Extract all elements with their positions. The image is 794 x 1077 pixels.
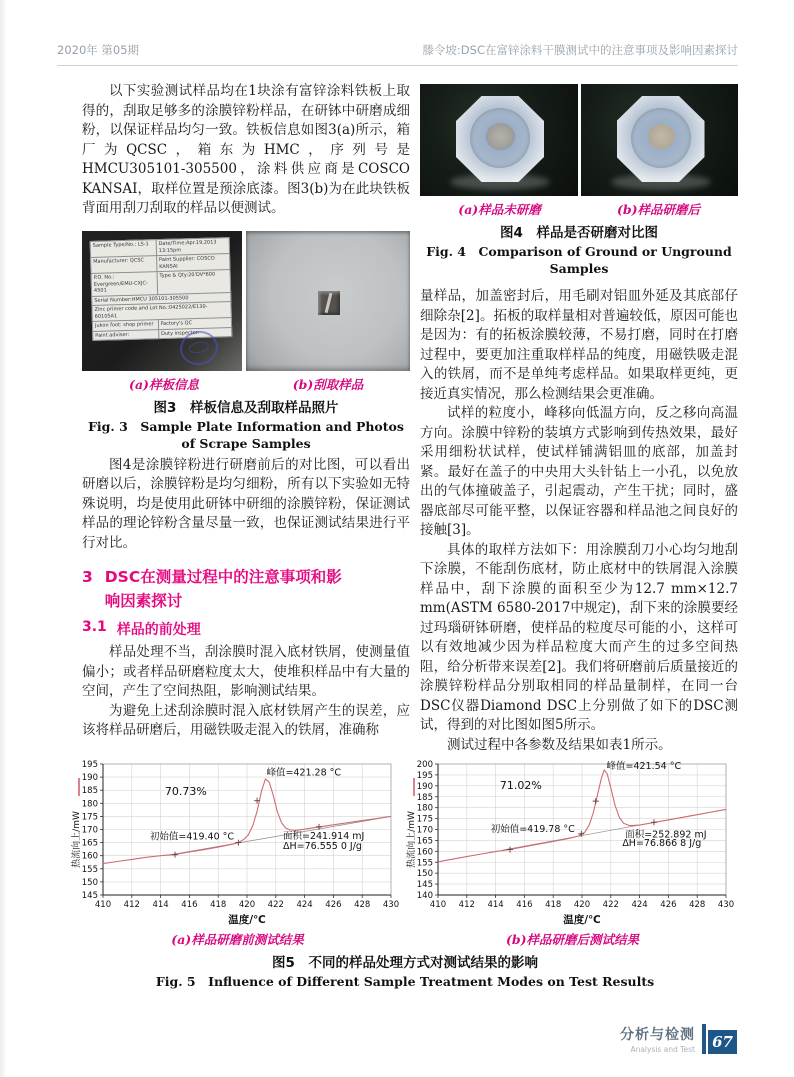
svg-text:430: 430: [382, 900, 399, 910]
svg-text:温度/℃: 温度/℃: [563, 914, 601, 926]
figure4-photo-unground: [420, 84, 578, 196]
svg-text:410: 410: [94, 900, 112, 910]
svg-text:428: 428: [354, 900, 371, 910]
svg-text:70.73%: 70.73%: [164, 784, 207, 798]
svg-text:热流向上/mW: 热流向上/mW: [407, 811, 417, 868]
svg-text:426: 426: [325, 900, 342, 910]
svg-text:424: 424: [296, 900, 313, 910]
footer-section-labels: [620, 1024, 695, 1054]
svg-text:峰值=421.54 °C: 峰值=421.54 °C: [606, 761, 682, 773]
svg-text:150: 150: [416, 869, 433, 880]
svg-text:430: 430: [717, 900, 734, 910]
svg-text:155: 155: [416, 858, 433, 869]
sample-pan: [617, 96, 705, 182]
svg-text:416: 416: [516, 900, 533, 910]
svg-text:420: 420: [573, 900, 591, 910]
svg-text:71.02%: 71.02%: [499, 778, 542, 792]
svg-text:175: 175: [416, 814, 433, 825]
svg-text:424: 424: [631, 900, 648, 910]
body-paragraph: 图4是涂膜锌粉进行研磨前后的对比图，可以看出研磨以后，涂膜锌粉是均匀细粉，所有以下实验如无特殊说明，均是使用此研钵中研细的涂膜锌粉，保证测试样品的理论锌粉含量尽量一致，也保证测试结果进行平行对比。: [82, 456, 410, 551]
svg-text:峰值=421.28 °C: 峰值=421.28 °C: [266, 767, 342, 779]
figure5-subcaption-b: (b)样品研磨后测试结果: [505, 932, 640, 947]
body-paragraph: 以下实验测试样品均在1块涂有富锌涂料铁板上取得的，刮取足够多的涂膜锌粉样品，在研钵中研磨成细粉，以保证样品均匀一致。铁板信息如图3(a)所示，箱厂为QCSC，箱东为HMC，序列号是HMCU305101-305500，涂料供应商是COSCO KANSAI，取样位置是预涂底漆。图3(b)为在此块铁板背面用刮刀刮取的样品以便测试。: [82, 83, 410, 216]
figure3-photos: [82, 231, 410, 371]
svg-text:170: 170: [416, 825, 433, 836]
svg-text:185: 185: [416, 792, 433, 803]
section-3-1-heading: [82, 619, 410, 639]
svg-text:428: 428: [689, 900, 706, 910]
svg-text:412: 412: [458, 900, 475, 910]
page-header: [57, 42, 738, 66]
body-paragraph: 量样品，加盖密封后，用毛刷对铝皿外延及其底部仔细除杂[2]。拓板的取样量相对普遍较低，原因可能也是因为：有的拓板涂膜较薄，不易打磨，同时在打磨过程中，要更加注重取样样品的纯度，用磁铁吸走混入的铁屑，而不是单纯考虑样品。如果取样更纯，更接近真实情况，那么检测结果会更准确。: [420, 288, 738, 402]
svg-text:温度/℃: 温度/℃: [228, 914, 266, 926]
figure3-photo-sample-label: [82, 231, 242, 371]
svg-text:195: 195: [81, 760, 98, 770]
svg-text:初始值=419.40 °C: 初始值=419.40 °C: [149, 831, 235, 843]
subsection-number: 3.1: [82, 619, 107, 635]
svg-text:175: 175: [81, 812, 98, 823]
sample-pan: [456, 96, 544, 182]
body-paragraph: 为避免上述刮涂膜时混入底材铁屑产生的误差，应该将样品研磨后，用磁铁吸走混入的铁屑，准确称: [82, 702, 410, 738]
svg-text:420: 420: [238, 900, 256, 910]
figure5-subcaptions: [70, 930, 740, 948]
svg-text:426: 426: [660, 900, 677, 910]
svg-text:160: 160: [81, 851, 98, 862]
figure4-photo-ground: [581, 84, 739, 196]
body-paragraph: 样品处理不当，刮涂膜时混入底材铁屑，使测量值偏小；或者样品研磨粒度太大，使堆积样品中有大量的空间，产生了空间热阻，影响测试结果。: [82, 644, 410, 699]
figure4-caption-en: Fig. 4 Comparison of Ground or Unground Samples: [426, 244, 732, 276]
svg-text:418: 418: [210, 900, 227, 910]
svg-text:160: 160: [416, 847, 433, 858]
svg-text:412: 412: [123, 900, 140, 910]
figure5-block: [70, 756, 740, 990]
svg-text:422: 422: [267, 900, 284, 910]
body-paragraph: 具体的取样方法如下：用涂膜刮刀小心均匀地刮下涂膜，不能刮伤底材，防止底材中的铁屑混入涂膜样品中，刮下涂膜的面积至少为12.7 mm×12.7 mm(ASTM 6580-2017中规定)，刮下来的涂膜要经过玛瑙研钵研磨，使样品的粒度尽可能的小，这样可以有效地减少因为样品粒度大而产生的过多空间热阻，给分析带来误差[2]。我们将研磨前后质量接近的涂膜锌粉样品分别取相同的样品量制样，在同一台DSC仪器Diamond DSC上分别做了如下的DSC测试，得到的对比图如图5所示。: [420, 541, 738, 733]
svg-text:195: 195: [416, 770, 433, 781]
reflection-highlight: [450, 174, 550, 190]
subsection-title: 样品的前处理: [116, 622, 201, 638]
svg-text:422: 422: [602, 900, 619, 910]
section-title: DSC在测量过程中的注意事项和影响因素探讨: [104, 568, 342, 610]
page-number: 67: [708, 1030, 737, 1054]
svg-text:170: 170: [81, 825, 98, 836]
svg-text:185: 185: [81, 786, 98, 797]
svg-text:180: 180: [81, 799, 98, 810]
figure4-subcaption-b: (b)样品研磨后: [616, 202, 701, 217]
figure3-photo-scraped-plate: [246, 231, 410, 371]
svg-text:热流向上/mW: 热流向上/mW: [72, 811, 82, 868]
svg-text:410: 410: [429, 900, 447, 910]
reflection-highlight: [611, 174, 711, 190]
svg-text:145: 145: [416, 880, 433, 891]
svg-text:面积=252.892 mJ: 面积=252.892 mJ: [625, 829, 707, 841]
svg-text:ΔH=76.555 0 J/g: ΔH=76.555 0 J/g: [283, 840, 362, 852]
sample-label-table: Sample Type/No.: LS-1 Date/Time:Apr.19,2013 13:15pm Manufacturer: QCSC Paint Supplier: COSCO KANSAI P.O. No.: Evergreen/EMU-CXJC-4501 Type & Qty:20'DV*600 Serial Number:HMCU 305101-305500 Zinc primer code and Lot No.:0425022/E130-60105A1 Jukon foot: shop primer Factory's QC Paint adviser: Duty inspector:: [90, 237, 233, 341]
svg-text:165: 165: [81, 838, 98, 849]
svg-text:150: 150: [81, 877, 98, 888]
svg-text:140: 140: [416, 891, 433, 901]
figure4-subcaptions: [420, 200, 738, 218]
svg-text:155: 155: [81, 864, 98, 875]
figure3-caption-en: Fig. 3 Sample Plate Information and Photos of Scrape Samples: [88, 418, 404, 451]
svg-text:418: 418: [545, 900, 562, 910]
svg-text:面积=241.914 mJ: 面积=241.914 mJ: [283, 831, 365, 843]
body-paragraph: 试样的粒度小，峰移向低温方向，反之移向高温方向。涂膜中锌粉的装填方式影响到传热效果，最好采用细粉状试样，使试样铺满铝皿的底部，加盖封紧。最好在盖子的中央用大头针钻上一小孔，以免放出的气体撞破盖子，引起震动，产生干扰；同时，盛器底部尽可能平整，以保证容器和样品池之间良好的接触[3]。: [420, 405, 738, 538]
dsc-chart-before-grinding: [70, 756, 399, 928]
svg-text:145: 145: [81, 891, 98, 901]
page-footer: [620, 1024, 737, 1054]
figure4-subcaption-a: (a)样品未研磨: [458, 202, 541, 217]
left-column: [82, 82, 410, 741]
scrape-area: [318, 291, 340, 315]
journal-issue: 2020年 第05期: [57, 43, 140, 57]
svg-text:ΔH=76.866 8 J/g: ΔH=76.866 8 J/g: [622, 838, 702, 850]
svg-text:190: 190: [416, 781, 433, 792]
running-title: 滕令坡:DSC在富锌涂料干膜测试中的注意事项及影响因素探讨: [422, 43, 738, 57]
figure4-caption-cn: 图4 样品是否研磨对比图: [500, 225, 658, 241]
figure4-photos: [420, 84, 738, 196]
svg-text:414: 414: [152, 900, 169, 910]
figure3-caption-cn: 图3 样板信息及刮取样品照片: [153, 399, 339, 416]
figure5-caption-cn: 图5 不同的样品处理方式对测试结果的影响: [272, 955, 538, 971]
svg-text:初始值=419.78 °C: 初始值=419.78 °C: [490, 824, 575, 836]
figure3-subcaptions: [82, 375, 410, 393]
sample-powder: [487, 124, 514, 149]
right-column: [420, 84, 738, 755]
svg-text:200: 200: [416, 760, 433, 770]
svg-text:416: 416: [181, 900, 198, 910]
dsc-chart-after-grinding: [405, 756, 734, 928]
footer-section-en: Analysis and Test: [630, 1045, 695, 1054]
figure3-subcaption-b: (b)刮取样品: [292, 376, 364, 392]
svg-text:165: 165: [416, 836, 433, 847]
svg-text:190: 190: [81, 773, 98, 784]
section-3-heading: [82, 565, 410, 613]
section-number: 3: [82, 568, 93, 586]
svg-text:180: 180: [416, 803, 433, 814]
svg-text:414: 414: [487, 900, 504, 910]
dsc-charts-row: [70, 756, 740, 928]
footer-accent-bar: [702, 1024, 706, 1054]
figure5-subcaption-a: (a)样品研磨前测试结果: [171, 932, 304, 947]
sample-powder: [648, 124, 675, 149]
figure3-subcaption-a: (a)样板信息: [129, 376, 199, 392]
body-paragraph: 测试过程中各参数及结果如表1所示。: [447, 736, 672, 753]
figure5-caption-en: Fig. 5 Influence of Different Sample Treatment Modes on Test Results: [155, 974, 655, 989]
footer-section-cn: 分析与检测: [620, 1027, 695, 1043]
